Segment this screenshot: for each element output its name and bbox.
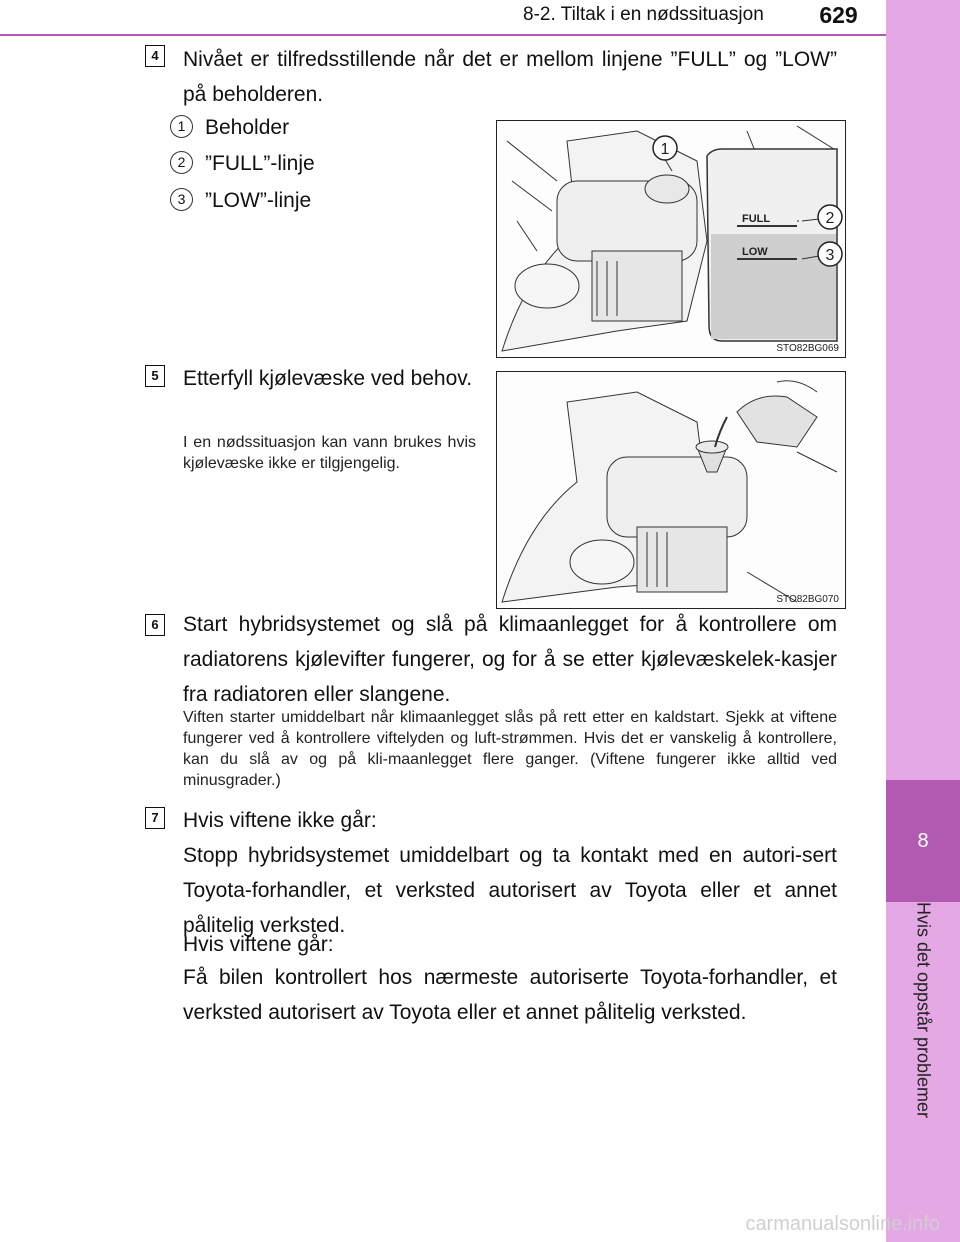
callout-2-icon: 2 <box>170 151 193 174</box>
refill-illustration <box>497 372 845 608</box>
callout-2-label: ”FULL”-linje <box>205 152 315 175</box>
watermark: carmanualsonline.info <box>745 1213 940 1235</box>
step-7-line-3: Hvis viftene går: <box>183 933 334 956</box>
callout-3-icon: 3 <box>170 188 193 211</box>
fig-callout-3-label: 3 <box>825 247 835 264</box>
step-number-7: 7 <box>145 807 165 829</box>
fig-callout-1-label: 1 <box>660 141 670 158</box>
full-mark: FULL <box>742 213 771 225</box>
figure-coolant-reservoir <box>496 120 846 358</box>
page-number: 629 <box>791 0 886 34</box>
callout-1-icon: 1 <box>170 115 193 138</box>
step-5-note: I en nødssituasjon kan vann brukes hvis kjølevæske ikke er tilgjengelig. <box>183 434 476 472</box>
step-number-4: 4 <box>145 45 165 67</box>
step-number-5: 5 <box>145 365 165 387</box>
section-title: 8-2. Tiltak i en nødssituasjon <box>523 4 764 25</box>
step-number-6: 6 <box>145 614 165 636</box>
figure-coolant-refill <box>496 371 846 609</box>
chapter-title-vertical <box>886 880 960 1140</box>
step-7-line-2: Stopp hybridsystemet umiddelbart og ta kontakt med en autori-sert Toyota-forhandler, et verksted autorisert av Toyota eller et annet pålitelig verksted. <box>183 844 837 937</box>
figure-code-069: STO82BG069 <box>776 343 839 354</box>
step-5-text: Etterfyll kjølevæske ved behov. <box>183 367 473 390</box>
step-7-line-1: Hvis viftene ikke går: <box>183 809 377 832</box>
step-4-text: Nivået er tilfredsstillende når det er mellom linjene ”FULL” og ”LOW” på beholderen. <box>183 48 837 106</box>
step-7-line-4: Få bilen kontrollert hos nærmeste autoriserte Toyota-forhandler, et verksted autorisert av Toyota eller et annet pålitelig verksted. <box>183 966 837 1024</box>
step-6-note: Viften starter umiddelbart når klimaanlegget slås på rett etter en kaldstart. Sjekk at viftene fungerer ved å kontrollere viftelyden og luft-strømmen. Hvis det er vanskelig å kontrollere, kan du slå av og på kli-maanlegget flere ganger. (Viftene fungerer ikke alltid ved minusgrader.) <box>183 709 837 789</box>
chapter-number: 8 <box>886 780 960 902</box>
reservoir-illustration <box>497 121 845 357</box>
low-mark: LOW <box>742 246 768 258</box>
header-rule <box>0 34 886 36</box>
fig-callout-2-label: 2 <box>825 210 835 227</box>
figure-code-070: STO82BG070 <box>776 594 839 605</box>
step-6-text: Start hybridsystemet og slå på klimaanlegget for å kontrollere om radiatorens kjølevifter fungerer, og for å se etter kjølevæskelek-kasjer fra radiatoren eller slangene. <box>183 613 837 706</box>
callout-3-label: ”LOW”-linje <box>205 189 312 212</box>
chapter-title: Hvis det oppstår problemer <box>913 901 934 1119</box>
callout-1-label: Beholder <box>205 116 290 139</box>
